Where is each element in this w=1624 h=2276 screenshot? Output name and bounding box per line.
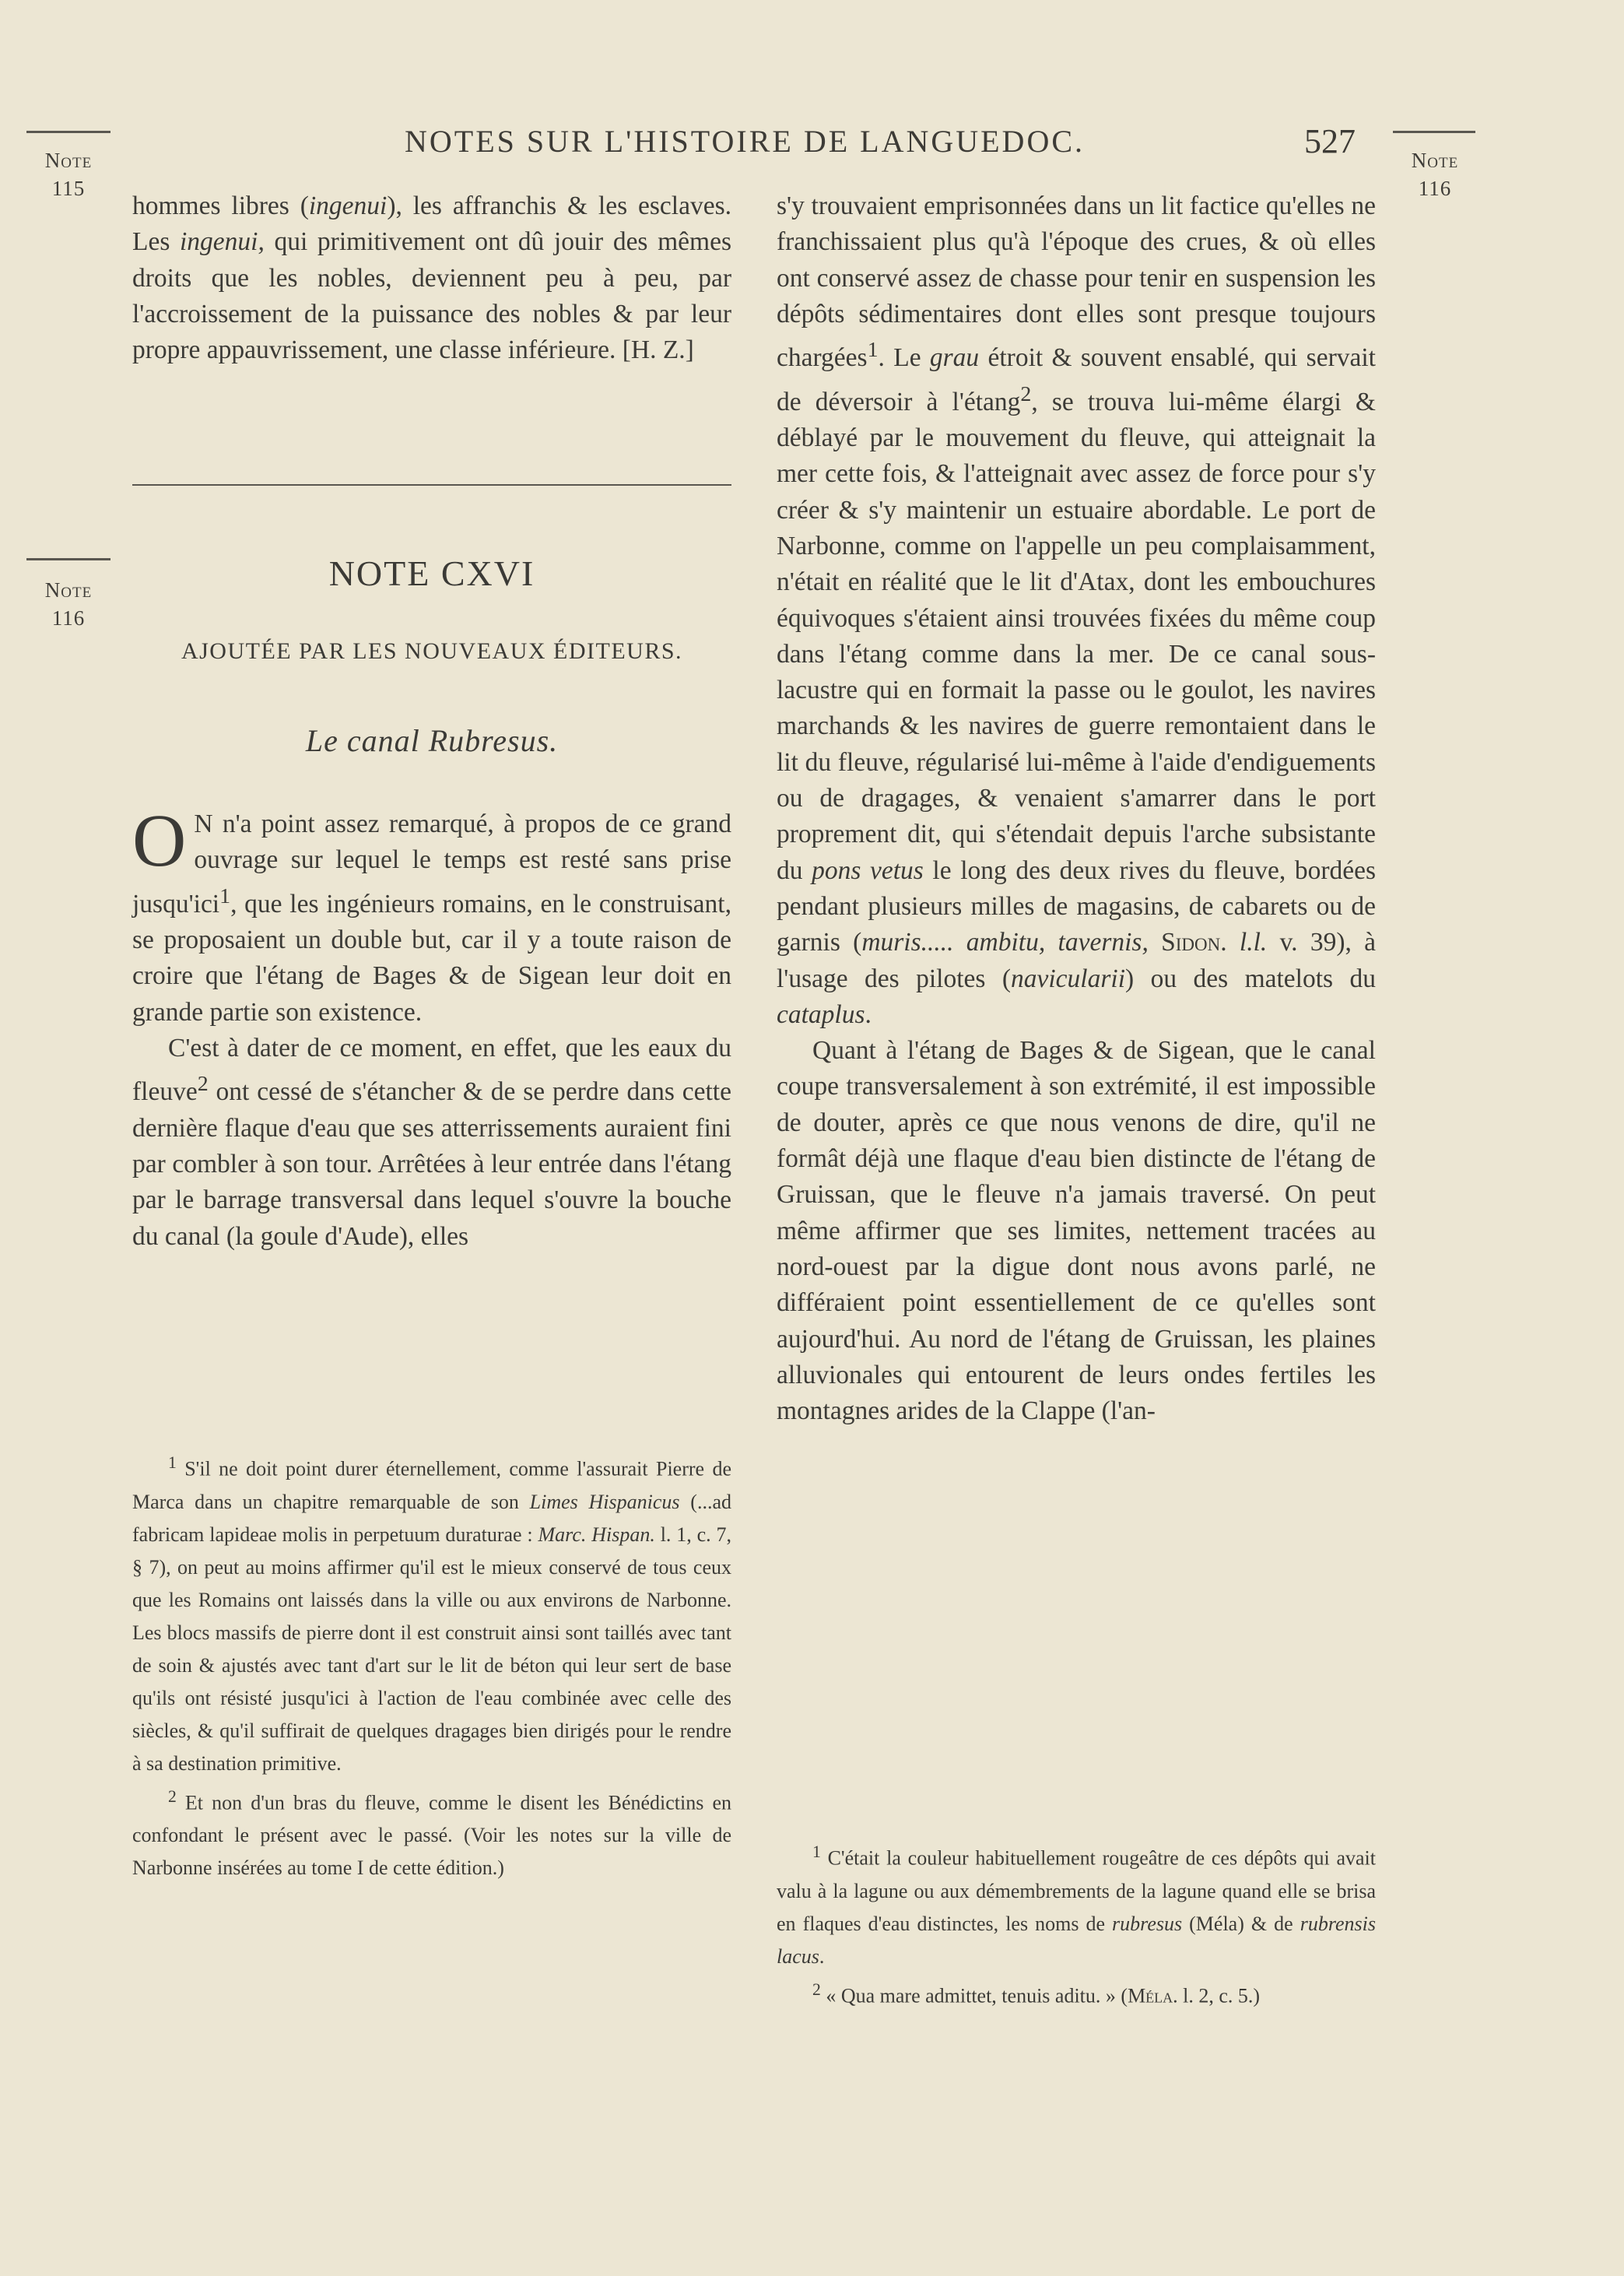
- margin-note-116-right: [1398, 146, 1472, 202]
- margin-note-label: Note: [44, 578, 93, 602]
- paragraph: O N n'a point assez remarqué, à propos de ce grand ouvrage sur lequel le temps est resté sans prise jusqu'ici$^1$, que les ingénieurs romains, en le construisant, se proposaient un double but, car il y a toute raison de croire que l'étang de Bages & de Sigean leur doit en grande partie son existence.: [132, 799, 731, 1027]
- margin-rule: [1393, 131, 1475, 133]
- margin-note-number: 116: [51, 606, 86, 630]
- left-intro-text: [132, 188, 731, 368]
- paragraph: s'y trouvaient emprisonnées dans un lit factice qu'elles ne franchissaient plus qu'à l'époque des crues, & où elles ont conservé assez de chasse pour tenir en suspension les dépôts sédimentaires dont elles sont presque toujours chargées$^1$. Le grau étroit & souvent ensablé, qui servait de déversoir à l'étang$^2$, se trouva lui-même élargi & déblayé par le mouvement du fleuve, qui atteignait la mer cette fois, & l'atteignait avec assez de force pour s'y créer & s'y maintenir un estuaire abordable. Le port de Narbonne, comme on l'appelle un peu complaisamment, n'était en réalité que le lit d'Atax, dont les embouchures équivoques s'étaient ainsi trouvées fixées du même coup dans l'étang comme dans la mer. De ce canal sous-lacustre qui en formait la passe ou le goulot, les navires marchands & les navires de guerre remontaient dans le lit du fleuve, régularisé lui-même à l'aide d'endiguements ou de dragages, & venaient s'amarrer dans le port proprement dit, qui s'étendait depuis l'arche subsistante du pons vetus le long des deux rives du fleuve, bordées pendant plusieurs milles de magasins, de cabarets ou de garnis (muris..... ambitu, tavernis, Sidon. l.l. v. 39), à l'usage des pilotes (navicularii) ou des matelots du cataplus.: [777, 191, 1377, 1029]
- page-number: 527: [1304, 122, 1356, 160]
- footnote: $^1$ C'était la couleur habituellement rougeâtre de ces dépôts qui avait valu à la lagune ou aux démembrements de la lagune quand elle se brisa en flaques d'eau distinctes, les noms de rubresus (Méla) & de rubrensis lacus.: [777, 1842, 1376, 1968]
- note-heading: Le canal Rubresus.: [305, 723, 559, 758]
- paragraph: Quant à l'étang de Bages & de Sigean, que le canal coupe transversalement à son extrémité, il est impossible de douter, après ce que nous venons de dire, qu'il ne formât déjà une flaque d'eau bien distincte de l'étang de Gruissan, que le fleuve n'a jamais traversé. On peut même affirmer que ses limites, nettement tracées au nord-ouest par la digue dont nous avons parlé, ne différaient point essentiellement de ce qu'elles sont aujourd'hui. Au nord de l'étang de Gruissan, les plaines alluvionales qui entourent de leurs ondes fertiles les montagnes arides de la Clappe (l'an-: [777, 1036, 1376, 1426]
- right-footnotes: [777, 1835, 1376, 2012]
- margin-note-116-left: [31, 576, 106, 632]
- drop-cap: O: [132, 799, 187, 882]
- right-body-text: [777, 188, 1376, 1429]
- intro-paragraph: hommes libres (ingenui), les affranchis & les esclaves. Les ingenui, qui primitivement ont dû jouir des mêmes droits que les nobles, deviennent peu à peu, par l'accroissement de la puissance des nobles & par leur propre appauvrissement, une classe inférieure. [H. Z.]: [132, 191, 731, 365]
- left-footnotes: [132, 1446, 731, 1884]
- margin-note-number: 116: [1418, 177, 1452, 200]
- margin-rule: [26, 131, 110, 133]
- margin-rule: [26, 558, 110, 560]
- left-body-text: [132, 799, 731, 1255]
- footnote-ref: 2: [197, 1072, 209, 1097]
- footnote: $^1$ S'il ne doit point durer éternellement, comme l'assurait Pierre de Marca dans un chapitre remarquable de son Limes Hispanicus (...ad fabricam lapideae molis in perpetuum duraturae : Marc. Hispan. l. 1, c. 7, § 7), on peut au moins affirmer qu'il est le mieux conservé de tous ceux que les Romains ont laissés dans la ville ou aux environs de Narbonne. Les blocs massifs de pierre dont il est construit ainsi sont taillés avec tant de soin & ajustés avec tant d'art sur le lit de béton qui leur sert de base qu'ils ont résisté jusqu'ici à l'action de l'eau combinée avec celle des siècles, & qu'il suffirait de quelques dragages bien dirigés pour le rendre à sa destination primitive.: [132, 1453, 731, 1775]
- footnote: $^2$ « Qua mare admittet, tenuis aditu. » (Méla. l. 2, c. 5.): [812, 1979, 1261, 2007]
- section-divider: [132, 484, 731, 486]
- running-title: NOTES SUR L'HISTOIRE DE LANGUEDOC.: [405, 124, 1086, 159]
- margin-note-115: [31, 146, 106, 202]
- note-subtitle: AJOUTÉE PAR LES NOUVEAUX ÉDITEURS.: [181, 638, 683, 664]
- margin-note-label: Note: [44, 149, 93, 172]
- footnote-ref: 1: [867, 338, 879, 363]
- margin-note-label: Note: [1411, 149, 1459, 172]
- footnote-ref: 2: [1020, 381, 1032, 406]
- note-title: NOTE CXVI: [328, 553, 535, 593]
- footnote-ref: 1: [219, 883, 231, 908]
- footnote: $^2$ Et non d'un bras du fleuve, comme le disent les Bénédictins en confondant le présent avec le passé. (Voir les notes sur la ville de Narbonne insérées au tome I de cette édition.): [132, 1786, 731, 1880]
- paragraph: C'est à dater de ce moment, en effet, que les eaux du fleuve$^2$ ont cessé de s'étancher & de se perdre dans cette dernière flaque d'eau que ses atterrissements auraient fini par combler à son tour. Arrêtées à leur entrée dans l'étang par le barrage transversal dans lequel s'ouvre la bouche du canal (la goule d'Aude), elles: [132, 1033, 731, 1251]
- margin-note-number: 115: [51, 177, 86, 200]
